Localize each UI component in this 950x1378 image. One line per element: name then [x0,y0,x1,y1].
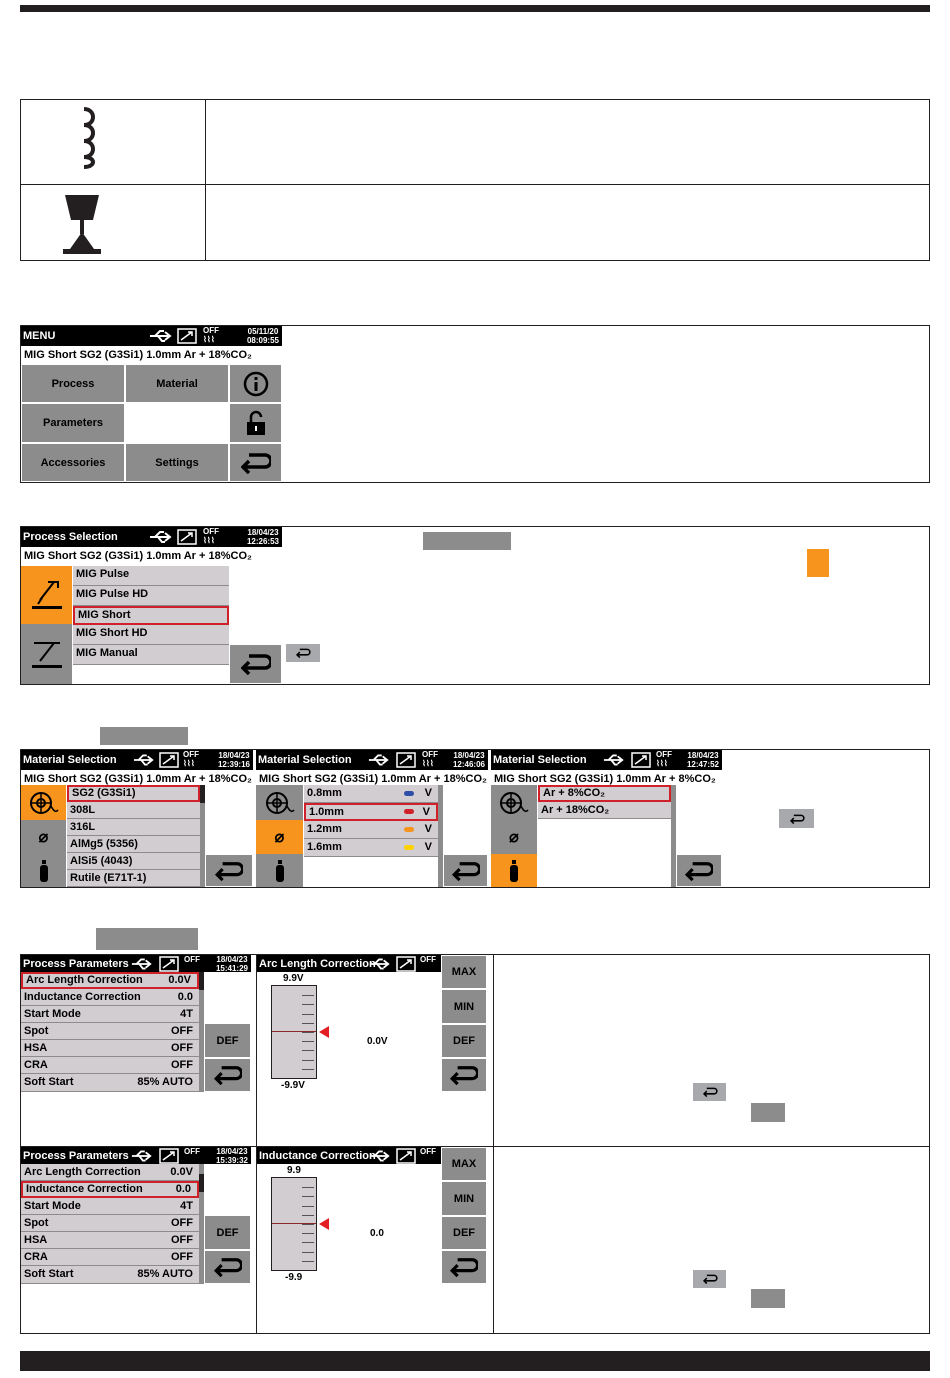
remote-icon [159,752,179,768]
scale-tick [302,1069,314,1070]
off-indicator [184,955,200,971]
date: 18/04/23 [687,751,719,760]
diameter-icon: ⌀ [274,829,285,846]
inductance-coil-icon [76,105,106,169]
gas-cylinder-icon [275,860,285,882]
material-screen-1 [21,750,253,887]
off-text: OFF [656,750,672,759]
gas-tab[interactable] [256,854,303,887]
footer-bar [20,1351,930,1371]
scale-tick [302,1050,314,1051]
diameter-icon: ⌀ [38,829,49,846]
screen-title: Process Parameters [23,958,129,970]
datetime [453,751,485,769]
date: 05/11/20 [247,327,279,336]
screen-title: Arc Length Correction [259,958,376,970]
param-row[interactable] [21,1215,199,1232]
arc-titlebar [257,955,443,972]
process-item[interactable]: MIG Manual [73,645,229,665]
gas-item-selected[interactable]: Ar + 8%CO₂ [538,785,671,802]
param-label: CRA [24,1251,48,1263]
param-label: Arc Length Correction [24,1166,141,1178]
material-titlebar [256,750,488,770]
param-label: Soft Start [24,1268,74,1280]
back-icon [214,1065,242,1085]
date: 18/04/23 [453,751,485,760]
time: 12:46:06 [452,760,485,769]
param-value: 0.0V [168,974,191,986]
screen-subtitle: MIG Short SG2 (G3Si1) 1.0mm Ar + 18%CO₂ [256,770,488,788]
mma-tab[interactable] [21,624,72,684]
date: 18/04/23 [218,751,250,760]
color-dot [404,809,414,814]
back-icon [214,1257,242,1277]
screen-title: MENU [23,330,56,342]
off-indicator [656,750,672,766]
process-button[interactable]: Process [21,364,125,403]
empty-cell [125,403,229,443]
usb-icon [149,328,173,344]
def-button[interactable]: DEF [441,1216,487,1250]
param-value: 4T [180,1200,193,1212]
param-label: HSA [24,1234,48,1246]
settings-button[interactable]: Settings [125,443,229,482]
params-screen-1 [21,955,251,1092]
param-value: OFF [171,1042,193,1054]
back-chip [693,1083,726,1101]
value-pointer-icon [319,1026,329,1038]
usb-icon [369,1148,391,1164]
back-button[interactable] [204,1058,251,1092]
scale-tick [302,1206,314,1207]
back-icon [295,648,311,658]
wire-type-tab[interactable] [256,785,303,820]
screen-title: Material Selection [23,754,117,766]
param-label: HSA [24,1042,48,1054]
back-icon [702,1274,718,1284]
scale-tick [302,1187,314,1188]
unlock-icon [245,410,267,436]
screen-title: Process Selection [23,531,118,543]
param-value: OFF [171,1251,193,1263]
mig-torch-chip-icon [807,549,829,577]
diameter-tab[interactable] [256,820,303,854]
back-icon [215,861,243,881]
back-icon [702,1087,718,1097]
scale-tick [302,1023,314,1024]
off-indicator [422,750,438,766]
off-indicator [183,750,199,766]
param-value: 85% AUTO [137,1076,193,1088]
back-button[interactable] [204,1250,251,1284]
inductance-titlebar [257,1147,443,1164]
param-value: OFF [171,1059,193,1071]
process-item[interactable]: MIG Pulse [73,566,229,586]
off-indicator [184,1147,200,1163]
remote-icon [396,956,416,972]
usb-icon [149,529,173,545]
off-text: OFF [184,955,200,964]
diameter-item-selected[interactable] [304,803,438,821]
water-icon: ⌇⌇⌇ [656,759,668,768]
back-button[interactable] [676,854,722,887]
screen-title: Inductance Correction [259,1150,376,1162]
voltage-unit: V [422,806,430,818]
back-icon [450,1065,478,1085]
scale-max-label: 9.9 [287,1165,301,1176]
color-dot [404,827,414,832]
date: 18/04/23 [216,1147,248,1156]
menu-screen [21,326,282,482]
scale-tick [302,1233,314,1234]
diameter-label: 1.0mm [309,806,344,818]
time: 12:47:52 [686,760,719,769]
accessories-button[interactable]: Accessories [21,443,125,482]
process-label-chip [423,532,511,550]
datetime [247,327,279,345]
back-button[interactable] [229,644,282,684]
date: 18/04/23 [216,955,248,964]
back-chip [693,1270,726,1288]
off-indicator [420,1147,436,1163]
datetime [216,955,248,973]
material-item[interactable]: 316L [67,819,200,836]
diameter-item[interactable] [304,785,438,803]
off-text: OFF [203,527,219,536]
param-row[interactable] [21,1023,199,1040]
time: 15:41:29 [215,964,248,973]
param-value: OFF [171,1217,193,1229]
wire-type-tab[interactable] [21,785,66,820]
scale-zero-line [272,1223,316,1224]
screen-subtitle: MIG Short SG2 (G3Si1) 1.0mm Ar + 18%CO₂ [21,547,282,565]
gas-cylinder-icon [509,860,519,882]
material-item[interactable]: AlSi5 (4043) [67,853,200,870]
param-value: 0.0 [175,1183,191,1195]
remote-icon [177,529,197,545]
header-bar [20,5,930,12]
material-screen-2 [256,750,488,887]
back-button[interactable] [441,1058,487,1092]
color-dot [404,791,414,796]
diameter-tab[interactable] [491,820,537,854]
water-icon: ⌇⌇⌇ [183,759,195,768]
color-dot [404,845,414,850]
usb-icon [131,956,153,972]
remote-icon [396,1148,416,1164]
usb-icon [368,752,390,768]
scale-tick [302,1224,314,1225]
current-value: 0.0 [370,1228,384,1239]
inductance-screen [257,1147,487,1284]
params-titlebar [21,955,251,972]
param-row[interactable] [21,1074,199,1092]
diameter-label: 1.2mm [307,823,342,835]
def-button[interactable]: DEF [441,1024,487,1058]
usb-icon [133,752,155,768]
time: 08:09:55 [246,336,279,345]
scale-tick [302,1041,314,1042]
off-text: OFF [183,750,199,759]
param-value: 4T [180,1008,193,1020]
back-icon [450,1257,478,1277]
scale-tick [302,1004,314,1005]
mma-electrode-icon [30,637,64,671]
scale-tick [302,1196,314,1197]
diameter-item[interactable] [304,821,438,839]
screen-title: Material Selection [493,754,587,766]
off-indicator [420,955,436,971]
max-button[interactable]: MAX [441,955,487,989]
max-button[interactable]: MAX [441,1147,487,1181]
material-screen-3 [491,750,722,887]
voltage-unit: V [424,841,432,853]
min-button[interactable]: MIN [441,1181,487,1216]
gas-item[interactable]: Ar + 18%CO₂ [538,802,671,819]
params-screen-2 [21,1147,251,1284]
time: 15:39:32 [215,1156,248,1165]
menu-titlebar [21,326,282,346]
process-screen [21,527,282,684]
remote-icon [396,752,416,768]
process-titlebar [21,527,282,547]
min-button[interactable]: MIN [441,989,487,1024]
value-pointer-icon [319,1218,329,1230]
param-row[interactable] [21,1040,199,1057]
off-text: OFF [420,955,436,964]
def-button[interactable]: DEF [204,1023,251,1058]
remote-icon [631,752,651,768]
param-label: Spot [24,1025,49,1037]
param-value: 85% AUTO [137,1268,193,1280]
scale-min-label: -9.9 [285,1272,303,1283]
info-button[interactable] [229,364,282,403]
remote-icon [177,328,197,344]
time: 12:26:53 [246,537,279,546]
voltage-unit: V [424,787,432,799]
diameter-label: 0.8mm [307,787,342,799]
process-item-selected[interactable]: MIG Short [73,606,229,625]
off-text: OFF [184,1147,200,1156]
scale-tick [302,1215,314,1216]
datetime [218,751,250,769]
back-chip [779,809,814,828]
usb-icon [369,956,391,972]
scale-tick [302,1252,314,1253]
wire-spool-icon [29,790,59,816]
param-value: OFF [171,1234,193,1246]
datetime [216,1147,248,1165]
water-icon: ⌇⌇⌇ [203,536,215,545]
date: 18/04/23 [247,528,279,537]
diameter-item[interactable] [304,839,438,857]
def-button[interactable]: DEF [204,1215,251,1250]
back-button[interactable] [205,854,253,887]
material-label-chip [100,727,188,745]
def-chip [751,1103,785,1122]
material-item[interactable]: Rutile (E71T-1) [67,870,200,887]
param-label: Inductance Correction [26,1183,143,1195]
time: 12:39:16 [217,760,250,769]
back-icon [789,814,805,824]
symbol-table [20,99,930,261]
water-icon: ⌇⌇⌇ [422,759,434,768]
back-button[interactable] [441,1250,487,1284]
value-scale [271,1177,317,1271]
wire-spool-icon [265,790,295,816]
parameters-button[interactable]: Parameters [21,403,125,443]
diameter-label: 1.6mm [307,841,342,853]
arc-length-screen [257,955,487,1092]
screen-subtitle: MIG Short SG2 (G3Si1) 1.0mm Ar + 8%CO₂ [491,770,722,788]
param-row[interactable] [21,1249,199,1266]
param-label: Start Mode [24,1200,81,1212]
gas-tab[interactable] [21,854,66,887]
scale-tick [302,1032,314,1033]
scrollbar-thumb[interactable] [199,972,204,990]
lock-button[interactable] [229,403,282,443]
material-titlebar [21,750,253,770]
param-row[interactable] [21,1198,199,1215]
param-label: Inductance Correction [24,991,141,1003]
back-button[interactable] [229,443,282,482]
scale-tick [302,1261,314,1262]
param-value: 0.0V [170,1166,193,1178]
parameters-label-chip [96,928,198,950]
def-chip [751,1289,785,1308]
wire-feed-icon [63,194,103,256]
usb-icon [603,752,625,768]
current-value: 0.0V [367,1036,388,1047]
param-row[interactable] [21,1266,199,1284]
material-item-selected[interactable]: SG2 (G3Si1) [67,785,200,802]
screen-title: Process Parameters [23,1150,129,1162]
material-item[interactable]: 308L [67,802,200,819]
scale-tick [302,1242,314,1243]
scrollbar-thumb[interactable] [200,785,205,803]
off-indicator [203,527,219,543]
param-label: Start Mode [24,1008,81,1020]
param-row-selected[interactable] [21,1181,199,1198]
diameter-icon: ⌀ [509,829,519,846]
scale-min-label: -9.9V [281,1080,305,1091]
wire-spool-icon [499,790,529,816]
gas-cylinder-icon [39,860,49,882]
off-text: OFF [422,750,438,759]
param-row[interactable] [21,989,199,1006]
mig-tab[interactable] [21,566,72,624]
scale-max-label: 9.9V [283,973,304,984]
wire-type-tab[interactable] [491,785,537,820]
back-button[interactable] [443,854,488,887]
param-label: CRA [24,1059,48,1071]
screen-subtitle: MIG Short SG2 (G3Si1) 1.0mm Ar + 18%CO₂ [21,770,253,788]
params-titlebar [21,1147,251,1164]
scale-tick [302,1014,314,1015]
param-value: 0.0 [177,991,193,1003]
param-row[interactable] [21,1057,199,1074]
process-item[interactable]: MIG Short HD [73,625,229,645]
process-item[interactable]: MIG Pulse HD [73,586,229,606]
param-row[interactable] [21,1006,199,1023]
scale-tick [302,995,314,996]
param-row[interactable] [21,1232,199,1249]
voltage-unit: V [424,823,432,835]
back-icon [241,653,271,675]
material-item[interactable]: AlMg5 (5356) [67,836,200,853]
off-indicator [203,326,219,342]
back-icon [685,861,713,881]
param-value: OFF [171,1025,193,1037]
off-text: OFF [420,1147,436,1156]
screen-subtitle: MIG Short SG2 (G3Si1) 1.0mm Ar + 18%CO₂ [21,346,282,364]
back-icon [452,861,480,881]
back-icon [241,452,271,474]
param-row[interactable] [21,1164,199,1181]
param-label: Arc Length Correction [26,974,143,986]
remote-icon [159,956,179,972]
back-chip [286,644,320,662]
param-label: Spot [24,1217,49,1229]
screen-title: Material Selection [258,754,352,766]
mig-torch-icon [30,578,64,612]
off-text: OFF [203,326,219,335]
param-row-selected[interactable] [21,972,199,989]
usb-icon [131,1148,153,1164]
param-label: Soft Start [24,1076,74,1088]
info-icon [243,371,269,397]
datetime [247,528,279,546]
diameter-tab[interactable] [21,820,66,854]
gas-tab[interactable] [491,854,537,887]
scrollbar-thumb[interactable] [199,1174,204,1192]
scale-tick [302,1060,314,1061]
remote-icon [159,1148,179,1164]
datetime [687,751,719,769]
value-scale [271,985,317,1079]
material-titlebar [491,750,722,770]
scale-zero-line [272,1031,316,1032]
material-button[interactable]: Material [125,364,229,403]
water-icon: ⌇⌇⌇ [203,335,215,344]
